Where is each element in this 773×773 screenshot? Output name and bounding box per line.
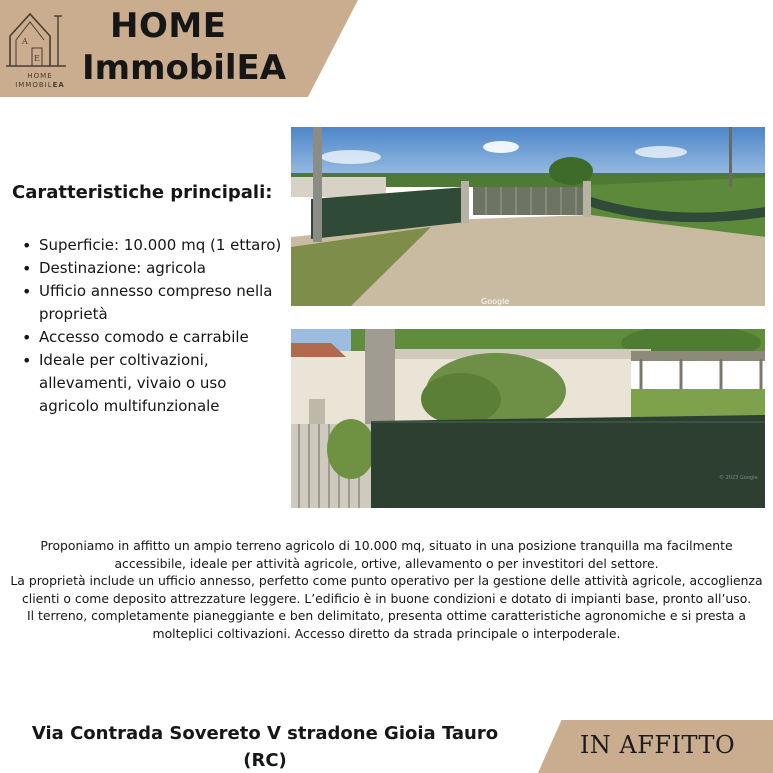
feature-item: • Destinazione: agricola: [22, 257, 282, 280]
rent-badge-label: IN AFFITTO: [579, 731, 736, 759]
brand-title-line2: ImmobilEA: [82, 48, 287, 88]
features-list: [22, 234, 282, 418]
features-title: Caratteristiche principali:: [12, 182, 273, 203]
logo-word-home: HOME: [27, 72, 53, 80]
logo-word-bold: EA: [52, 81, 65, 89]
logo-letter-a: A: [22, 37, 28, 46]
logo-word-immobilea: [6, 81, 74, 89]
logo-word-light: IMMOBIL: [15, 81, 53, 89]
logo-letter-e: E: [34, 54, 40, 63]
feature-item: • Accesso comodo e carrabile: [22, 326, 282, 349]
description-paragraph-3: Il terreno, completamente pianeggiante e ben delimitato, presenta ottime caratteristiche agronomiche e si presta a molteplici coltivazioni. Accesso diretto da strada principale o interpoderale.: [26, 608, 746, 641]
google-watermark-2: © 2023 Google: [719, 475, 758, 481]
brand-title-line1: HOME: [110, 6, 227, 46]
photo-office-fence: [291, 329, 765, 508]
property-address: Via Contrada Sovereto V stradone Gioia Tauro (RC): [31, 723, 499, 771]
feature-item: • Superficie: 10.000 mq (1 ettaro): [22, 234, 282, 257]
description: [8, 537, 765, 643]
description-paragraph-2: La proprietà include un ufficio annesso, perfetto come punto operativo per la gestione delle attività agricole, accoglienza clienti o come deposito attrezzature leggere. L’edificio è in buone condizioni e dotato di impianti base, pronto all’uso.: [10, 573, 763, 606]
feature-item: • Ufficio annesso compreso nella proprietà: [22, 280, 282, 326]
photo-gate-road: [291, 127, 765, 306]
description-paragraph-1: Proponiamo in affitto un ampio terreno agricolo di 10.000 mq, situato in una posizione tranquilla ma facilmente accessibile, ideale per attività agricole, ortive, allevamento o per investitori del settore.: [40, 538, 733, 571]
feature-item: • Ideale per coltivazioni, allevamenti, vivaio o uso agricolo multifunzionale: [22, 349, 282, 418]
google-watermark: Google: [481, 297, 510, 306]
